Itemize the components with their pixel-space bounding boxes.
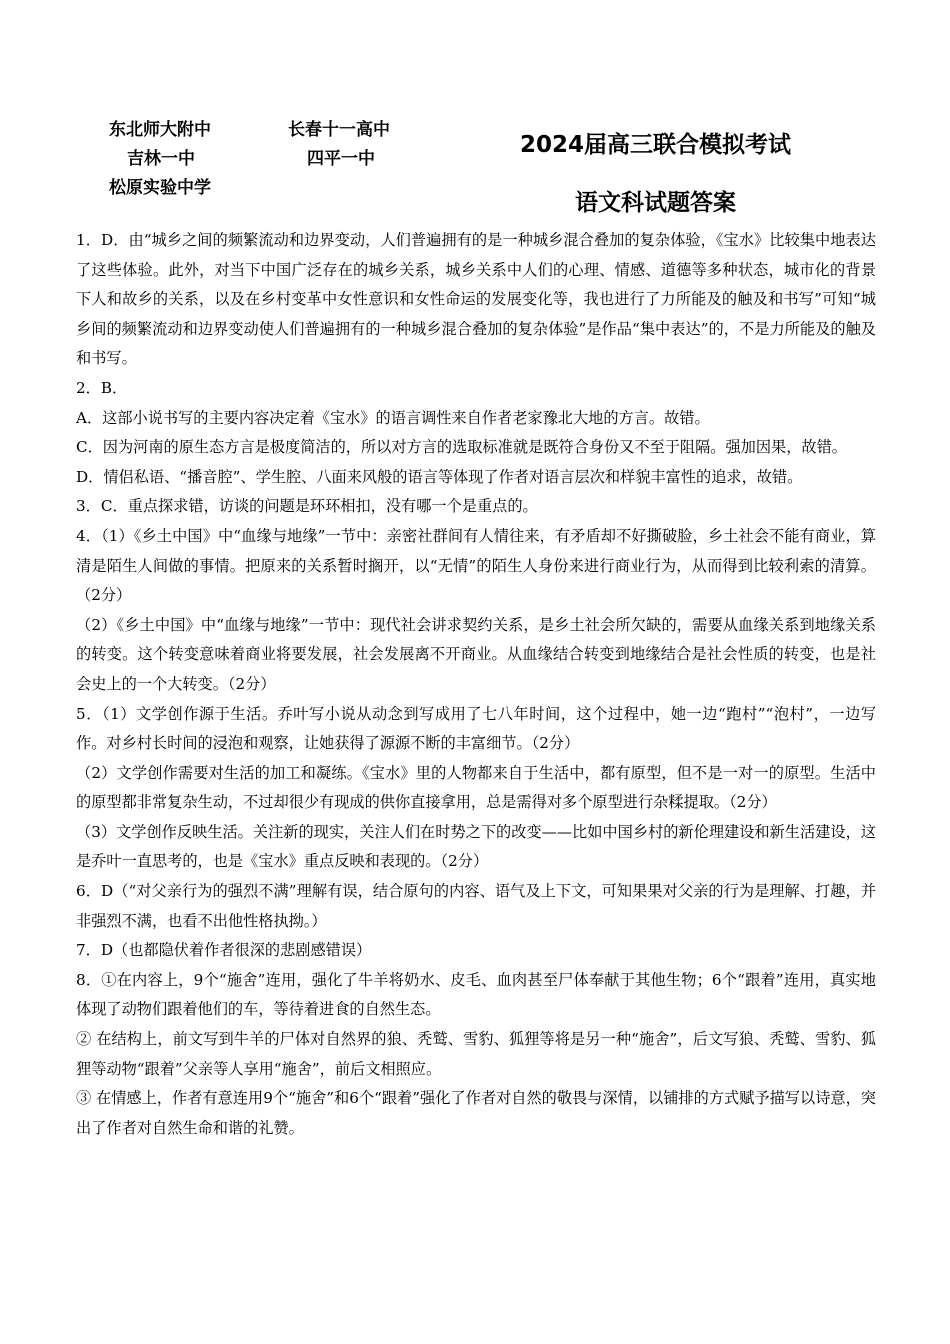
answer-paragraph: （2）文学创作需要对生活的加工和凝练。《宝水》里的人物都来自于生活中，都有原型，但不是一对一的原型。生活中的原型都非常复杂生动，不过却很少有现成的供你直接拿用，总是需得对多个原型进行杂糅提取。（2分） <box>76 763 876 812</box>
answer-paragraph: 4．（1）《乡土中国》中“血缘与地缘”一节中：亲密社群间有人情往来，有矛盾却不好撕破脸，乡土社会不能有商业，算清是陌生人间做的事情。把原来的关系暂时搁开，以“无情”的陌生人身份来进行商业行为，从而得到比较利索的清算。（2分） <box>76 526 876 605</box>
answer-paragraph: 3．C．重点探求错，访谈的问题是环环相扣，没有哪一个是重点的。 <box>76 497 538 516</box>
school-name: 松原实验中学 <box>109 178 211 198</box>
school-name: 长春十一高中 <box>288 120 390 140</box>
answer-paragraph: A．这部小说书写的主要内容决定着《宝水》的语言调性来自作者老家豫北大地的方言。故错。 <box>76 408 710 427</box>
answer-paragraph: C．因为河南的原生态方言是极度简洁的，所以对方言的选取标准就是既符合身份又不至于阻隔。强加因果，故错。 <box>76 438 847 457</box>
answer-paragraph: 6．D（“对父亲行为的强烈不满”理解有误，结合原句的内容、语气及上下文，可知果果对父亲的行为是理解、打趣，并非强烈不满，也看不出他性格执拗。） <box>76 882 876 930</box>
answer-body <box>76 226 876 1143</box>
answer-paragraph: （3）文学创作反映生活。关注新的现实，关注人们在时势之下的改变——比如中国乡村的新伦理建设和新生活建设，这是乔叶一直思考的，也是《宝水》重点反映和表现的。（2分） <box>76 822 876 871</box>
school-name: 吉林一中 <box>127 149 195 169</box>
answer-paragraph: 8．①在内容上，9个“施舍”连用，强化了牛羊将奶水、皮毛、血肉甚至尸体奉献于其他生物；6个“跟着”连用，真实地体现了动物们跟着他们的车，等待着进食的自然生态。 <box>76 970 876 1019</box>
exam-subtitle: 语文科试题答案 <box>575 190 736 216</box>
answer-paragraph: 1．D．由“城乡之间的频繁流动和边界变动，人们普遍拥有的是一种城乡混合叠加的复杂体验，《宝水》比较集中地表达了这些体验。此外，对当下中国广泛存在的城乡关系，城乡关系中人们的心理、情感、道德等多种状态，城市化的背景下人和故乡的关系，以及在乡村变革中女性意识和女性命运的发展变化等，我也进行了力所能及的触及和书写”可知“城乡间的频繁流动和边界变动使人们普遍拥有的一种城乡混合叠加的复杂体验”是作品“集中表达”的，不是力所能及的触及和书写。 <box>76 231 876 368</box>
school-name: 东北师大附中 <box>109 120 211 140</box>
answer-paragraph: ② 在结构上，前文写到牛羊的尸体对自然界的狼、秃鹫、雪豹、狐狸等将是另一种“施舍”，后文写狼、秃鹫、雪豹、狐狸等动物“跟着”父亲等人享用“施舍”，前后文相照应。 <box>76 1030 876 1078</box>
answer-paragraph: 5．（1）文学创作源于生活。乔叶写小说从动念到写成用了七八年时间，这个过程中，她一边“跑村”“泡村”，一边写作。对乡村长时间的浸泡和观察，让她获得了源源不断的丰富细节。（2分） <box>76 704 876 753</box>
school-name: 四平一中 <box>307 149 375 169</box>
answer-paragraph: 7．D（也都隐伏着作者很深的悲剧感错误） <box>76 941 372 960</box>
answer-paragraph: （2）《乡土中国》中“血缘与地缘”一节中：现代社会讲求契约关系，是乡土社会所欠缺的，需要从血缘关系到地缘关系的转变。这个转变意味着商业将要发展，社会发展离不开商业。从血缘结合转变到地缘结合是社会性质的转变，也是社会史上的一个大转变。（2分） <box>76 615 876 693</box>
exam-title: 2024届高三联合模拟考试 <box>520 132 792 158</box>
answer-paragraph: ③ 在情感上，作者有意连用9个“施舍”和6个“跟着”强化了作者对自然的敬畏与深情，以铺排的方式赋予描写以诗意，突出了作者对自然生命和谐的礼赞。 <box>76 1089 876 1137</box>
answer-paragraph: D．情侣私语、“播音腔”、学生腔、八面来风般的语言等体现了作者对语言层次和样貌丰富性的追求，故错。 <box>76 467 803 486</box>
answer-paragraph: 2．B． <box>76 378 128 397</box>
